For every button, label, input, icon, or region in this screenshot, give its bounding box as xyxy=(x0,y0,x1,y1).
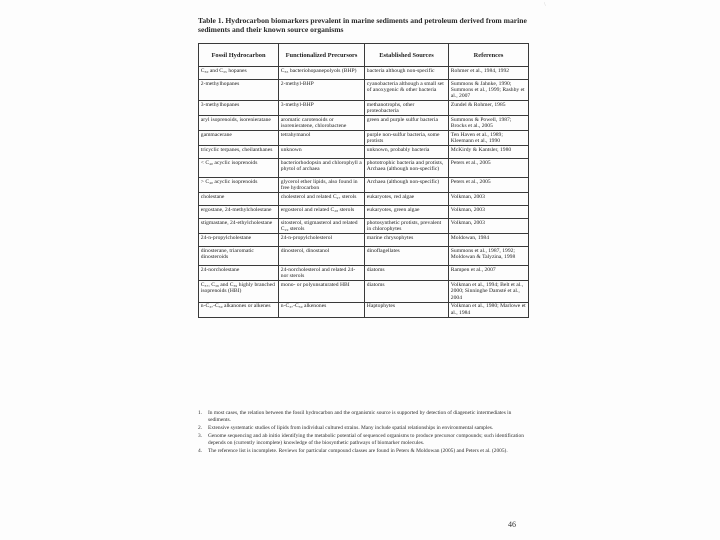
cell-refs: Ten Haven et al., 1989; Kleemann et al., 1990 xyxy=(449,131,529,146)
cell-fossil: 2-methylhopanes xyxy=(199,80,279,101)
cell-source: Archaea (although non-specific) xyxy=(365,178,449,193)
cell-fossil: n-C₃₇-C₃₉ alkanones or alkenes xyxy=(199,302,279,317)
cell-fossil: > C₄₀ acyclic isoprenoids xyxy=(199,178,279,193)
table-row xyxy=(199,219,529,234)
footnote-text: The reference list is incomplete. Reviews for particular compound classes are found in Peters & Moldowan (2005) and Peters et al. (2005). xyxy=(208,447,508,454)
page-number: 46 xyxy=(508,520,516,529)
cell-precursor: dinosterol, dinostanol xyxy=(279,247,365,266)
footnote-text: Genome sequencing and ab initio identifying the metabolic potential of sequenced organisms to produce precursor compounds; such identification depends on (currently incomplete) knowledge of the biosynthetic pathways of biomarker molecules. xyxy=(208,432,524,446)
cell-fossil: aryl isoprenoids, isorenieratane xyxy=(199,116,279,131)
cell-precursor: bacteriorhodopsin and chlorophyll a phytol of archaea xyxy=(279,159,365,178)
cell-fossil: dinosterane, triaromatic dinosteroids xyxy=(199,247,279,266)
table-row xyxy=(199,206,529,219)
cell-source: green and purple sulfur bacteria xyxy=(365,116,449,131)
cell-source: eukaryotes, red algae xyxy=(365,193,449,206)
cell-refs: Peters et al., 2005 xyxy=(449,159,529,178)
biomarker-table xyxy=(198,43,529,318)
table-row xyxy=(199,67,529,80)
table-row xyxy=(199,266,529,281)
cell-precursor: 24-norcholesterol and related 24-nor sterols xyxy=(279,266,365,281)
cell-refs: Moldowan, 1984 xyxy=(449,234,529,247)
cell-source: phototrophic bacteria and protists, Archaea (although non-specific) xyxy=(365,159,449,178)
cell-fossil: 24-norcholestane xyxy=(199,266,279,281)
cell-source: cyanobacteria although a small set of anoxygenic & other bacteria xyxy=(365,80,449,101)
footnote-number: 3. xyxy=(198,432,203,439)
cell-source: unknown, probably bacteria xyxy=(365,146,449,159)
cell-precursor: mono- or polyunsaturated HBI xyxy=(279,281,365,302)
table-row xyxy=(199,101,529,116)
cell-refs: Volkman et al., 1980; Marlowe et al., 1984 xyxy=(449,302,529,317)
cell-fossil: cholestane xyxy=(199,193,279,206)
header-sources: Established Sources xyxy=(365,44,449,67)
cell-fossil: 24-n-propylcholestane xyxy=(199,234,279,247)
footnote xyxy=(198,448,532,455)
cell-precursor: 2-methyl-BHP xyxy=(279,80,365,101)
cell-fossil: 3-methylhopanes xyxy=(199,101,279,116)
table-footnotes xyxy=(198,410,532,456)
cell-refs: Volkman, 2003 xyxy=(449,219,529,234)
cell-source: methanotrophs, other proteobacteria xyxy=(365,101,449,116)
cell-source: bacteria although non-specific xyxy=(365,67,449,80)
cell-refs: Peters et al., 2005 xyxy=(449,178,529,193)
cell-precursor: tetrahymanol xyxy=(279,131,365,146)
header-fossil: Fossil Hydrocarbon xyxy=(199,44,279,67)
table-row xyxy=(199,234,529,247)
cell-source: diatoms xyxy=(365,281,449,302)
cell-source: diatoms xyxy=(365,266,449,281)
cell-refs: Summons & Jahnke, 1990; Summons et al., 1999; Rashby et al., 2007 xyxy=(449,80,529,101)
cell-source: purple non-sulfur bacteria, some protists xyxy=(365,131,449,146)
footnote xyxy=(198,425,532,432)
cell-precursor: cholesterol and related C₂₇ sterols xyxy=(279,193,365,206)
table-row xyxy=(199,146,529,159)
cell-refs: Zundel & Rohmer, 1985 xyxy=(449,101,529,116)
cell-precursor: 24-n-propylcholesterol xyxy=(279,234,365,247)
corner-mark: \ xyxy=(544,2,546,8)
cell-fossil: C₃₇, C₃₈ and C₃₉ highly branched isoprenoids (HBI) xyxy=(199,281,279,302)
cell-refs: Volkman et al., 1994; Belt et al., 2000; Sinninghe Damsté et al., 2004 xyxy=(449,281,529,302)
cell-precursor: sitosterol, stigmasterol and related C₂₉ sterols xyxy=(279,219,365,234)
footnote-number: 4. xyxy=(198,447,203,454)
footnote-number: 1. xyxy=(198,410,203,416)
cell-fossil: tricyclic terpanes, cheilanthanes xyxy=(199,146,279,159)
cell-fossil: ergostane, 24-methylcholestane xyxy=(199,206,279,219)
cell-fossil: C₃₀ and C₃₅ hopanes xyxy=(199,67,279,80)
table-header-row xyxy=(199,44,529,67)
cell-fossil: gammacerane xyxy=(199,131,279,146)
table-row xyxy=(199,193,529,206)
cell-refs: Rampen et al., 2007 xyxy=(449,266,529,281)
cell-refs: Rohmer et al., 1984, 1992 xyxy=(449,67,529,80)
cell-refs: Volkman, 2003 xyxy=(449,206,529,219)
cell-precursor: n-C₃₇-C₃₉ alkenones xyxy=(279,302,365,317)
table-row xyxy=(199,116,529,131)
footnote-text: Extensive systematic studies of lipids from individual cultured strains. Many include spatial relationships in environmental samples. xyxy=(208,424,494,431)
cell-refs: Summons et al., 1987, 1992; Moldowan & Talyzina, 1998 xyxy=(449,247,529,266)
cell-refs: McKirdy & Kantsler, 1980 xyxy=(449,146,529,159)
cell-source: Haptophytes xyxy=(365,302,449,317)
table-row xyxy=(199,247,529,266)
cell-source: marine chrysophytes xyxy=(365,234,449,247)
footnote-text: In most cases, the relation between the fossil hydrocarbon and the organismic source is supported by detection of diagenetic intermediates in sediments. xyxy=(208,410,512,423)
header-references: References xyxy=(449,44,529,67)
cell-precursor: unknown xyxy=(279,146,365,159)
table-row xyxy=(199,131,529,146)
table-row xyxy=(199,178,529,193)
table-row xyxy=(199,80,529,101)
cell-precursor: ergosterol and related C₂₈ sterols xyxy=(279,206,365,219)
table-row xyxy=(199,281,529,302)
cell-precursor: aromatic carotenoids or isorenieratene, chlorobactene xyxy=(279,116,365,131)
table-row xyxy=(199,302,529,317)
header-precursors: Functionalized Precursors xyxy=(279,44,365,67)
cell-refs: Summons & Powell, 1987; Brocks et al., 2005 xyxy=(449,116,529,131)
footnote xyxy=(198,410,532,423)
cell-refs: Volkman, 2003 xyxy=(449,193,529,206)
footnote xyxy=(198,433,532,446)
table-caption: Table 1. Hydrocarbon biomarkers prevalent in marine sediments and petroleum derived from marine sediments and their known source organisms xyxy=(198,16,527,34)
cell-fossil: < C₄₀ acyclic isoprenoids xyxy=(199,159,279,178)
cell-precursor: 3-methyl-BHP xyxy=(279,101,365,116)
cell-source: photosynthetic protists, prevalent in chlorophytes xyxy=(365,219,449,234)
cell-precursor: glycerol ether lipids, also found in free hydrocarbon xyxy=(279,178,365,193)
footnote-number: 2. xyxy=(198,424,203,431)
cell-precursor: C₃₅ bacteriohopanepolyols (BHP) xyxy=(279,67,365,80)
cell-fossil: stigmastane, 24-ethylcholestane xyxy=(199,219,279,234)
cell-source: eukaryotes, green algae xyxy=(365,206,449,219)
table-row xyxy=(199,159,529,178)
cell-source: dinoflagellates xyxy=(365,247,449,266)
